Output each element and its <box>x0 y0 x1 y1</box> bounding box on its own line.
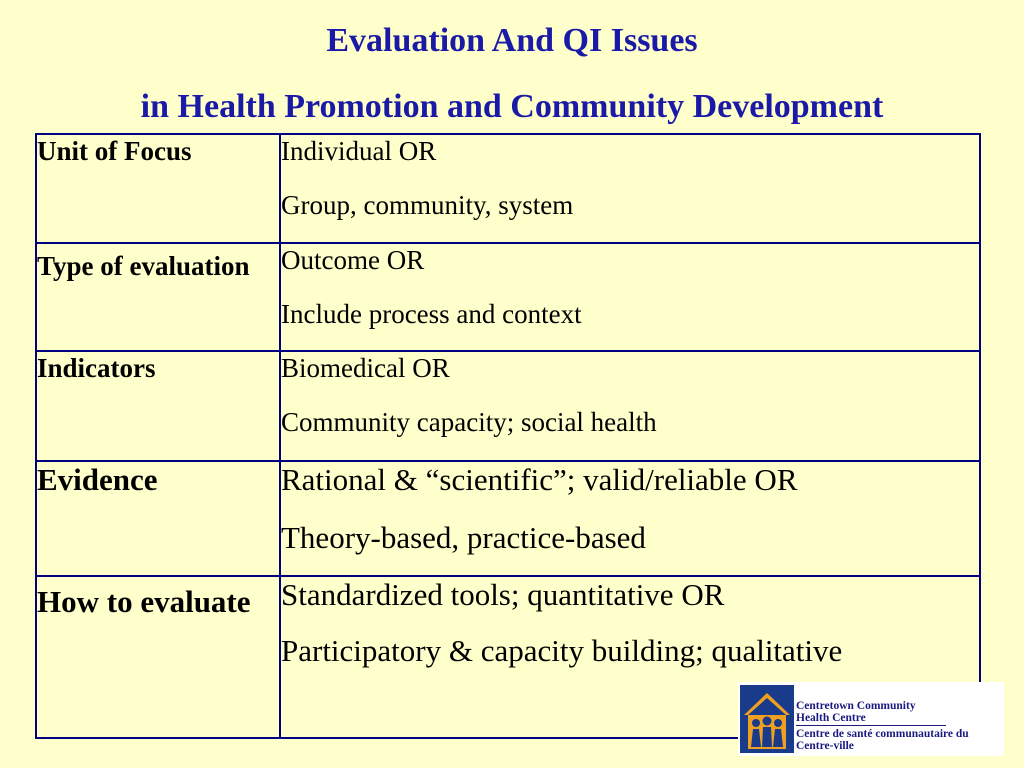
table-row <box>36 243 980 351</box>
row-label: Unit of Focus <box>36 134 280 243</box>
row-value: Rational & “scientific”; valid/reliable OR <box>281 462 798 497</box>
row-values <box>280 243 980 351</box>
table-row <box>36 461 980 576</box>
table-row <box>36 134 980 243</box>
row-value: Participatory & capacity building; qualitative <box>281 633 843 668</box>
row-value: Theory-based, practice-based <box>281 520 646 555</box>
row-value: Include process and context <box>281 299 582 329</box>
row-values <box>280 134 980 243</box>
logo-name-french: Centre de santé communautaire du Centre-ville <box>796 728 969 752</box>
logo-divider <box>796 725 946 726</box>
comparison-table <box>35 133 981 739</box>
row-label: Evidence <box>36 461 280 576</box>
slide-title-line-2: in Health Promotion and Community Development <box>140 88 884 125</box>
row-value: Community capacity; social health <box>281 407 657 437</box>
health-centre-logo-icon <box>740 685 794 753</box>
row-label: Indicators <box>36 351 280 461</box>
row-value: Individual OR <box>281 136 437 166</box>
table-row <box>36 351 980 461</box>
slide-title-line-1: Evaluation And QI Issues <box>326 22 698 59</box>
row-values <box>280 351 980 461</box>
row-label: Type of evaluation <box>36 243 280 351</box>
row-value: Group, community, system <box>281 190 574 220</box>
logo-name-english: Centretown Community Health Centre <box>796 700 916 724</box>
row-value: Standardized tools; quantitative OR <box>281 577 725 612</box>
row-value: Biomedical OR <box>281 353 450 383</box>
row-label: How to evaluate <box>36 576 280 738</box>
row-values <box>280 461 980 576</box>
health-centre-logo <box>738 682 1004 756</box>
row-value: Outcome OR <box>281 245 425 275</box>
